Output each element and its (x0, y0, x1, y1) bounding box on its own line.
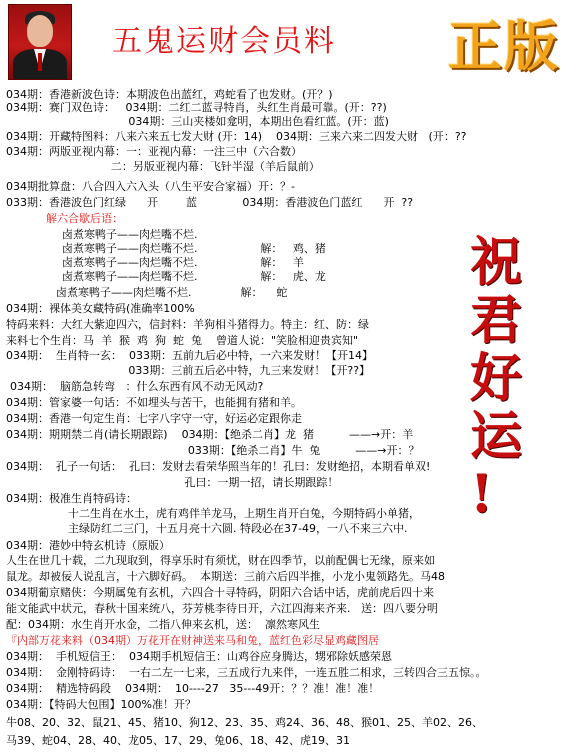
text-line: 033期：香港波色门红绿 开 蓝 034期：香港波色门蓝红 开 ?? (6, 196, 414, 209)
text-line: 034期： 精选特码段 034期： 10----27 35---49开：？？准！准！准！ (6, 682, 380, 695)
text-line: 解六合歇后语： (46, 212, 123, 225)
text-line: 鼠龙。却被佞人说乱言，十六脚好码。 本期送：三前六后四半推，小龙小鬼领路先。马48 (6, 570, 445, 583)
text-line: 034期： 金刚特码诗： 一右二左一七来，三五成行九来伴，一连五胜二相求，三转四合三五惊。。 (6, 666, 487, 679)
text-line: 033期：三前五后必中特，九三来发财！【开??】 (6, 364, 371, 377)
text-line: 配：034期：水生肖开水金，二指八伸来玄机，送： 凛然寒风生 (6, 618, 320, 631)
text-line: 034期： 生肖特一玄： 033期：五前九后必中特，一六来发财！【开14】 (6, 349, 373, 362)
text-line: 033期：【绝杀二肖】牛 兔 ——→开：？ (6, 444, 420, 457)
text-line: 特码来料：大红大紫迎四六，信封料：羊狗相斗猪得力。特主：红、防：绿 (6, 318, 369, 331)
text-line: 034期批算盘：八合四入六入头（八生平安合家福）开：？- (6, 180, 295, 193)
text-line: 034期：赛门双色诗： 034期：二红二蓝寻特肖，头红生肖最可靠。(开：??) (6, 101, 387, 114)
text-line: 二：另版亚视内幕：飞针半湿（羊后鼠前） (6, 160, 320, 173)
text-line: 卤煮寒鸭子——肉烂嘴不烂. 解： 虎、龙 (62, 270, 326, 283)
text-line: 来料七个生肖：马 羊 猴 鸡 狗 蛇 兔 曾道人说："笑脸相迎贵宾知" (6, 334, 359, 347)
text-line: 『内部万花来料（034期）万花开在财神送来马和兔，蓝红色彩尽显鸡藏图居 (6, 634, 379, 647)
text-line: 能文能武中状元，春秋十国来统八，芬芳桃李待日开，六江四海来齐来. 送：四八要分明 (6, 602, 438, 615)
header (0, 0, 577, 82)
blessing-char: 祝 (470, 232, 523, 293)
text-line: 卤煮寒鸭子——肉烂嘴不烂. 解： 鸡、猪 (62, 242, 326, 255)
text-line: 034期：管家婆一句话：不如埋头与苦干，也能拥有猪和羊。 (6, 396, 302, 409)
blessing-char: ! (470, 464, 493, 525)
text-line: 034期：【特码大包围】100%准！开？ (6, 698, 196, 711)
blessing-char: 君 (470, 290, 523, 351)
text-line: 卤煮寒鸭子——肉烂嘴不烂. 解： 羊 (62, 256, 304, 269)
text-line: 034期： 手机短信王： 034期手机短信王：山鸡谷应身腾达，甥邪除妖感荣恩 (6, 650, 392, 663)
text-line: 马39、蛇04、28、40、龙05、17、29、兔06、18、42、虎19、31 (6, 734, 350, 747)
text-line: 034期：极准生肖特码诗： (6, 492, 137, 505)
text-line: 034期：期期禁二肖(请长期跟踪) 034期：【绝杀二肖】龙 猪 ——→开：羊 (6, 428, 414, 441)
text-line: 034期：裸体美女藏特码(准确率100% (6, 302, 195, 315)
text-line: 卤煮寒鸭子——肉烂嘴不烂. (62, 228, 198, 241)
text-line: 034期：开藏特图料：八来六来五七发大财 (开：14) 034期：三来六来二四发大财 (开：?? (6, 130, 467, 143)
blessing-vertical-text (470, 234, 540, 524)
text-line: 孔曰：一期一招，请长期跟踪！ (62, 476, 339, 489)
text-line: 人生在世几十载，二九现取到，得享乐时有须忧，财在四季节，以前配偶七无缘，原来如 (6, 554, 435, 567)
text-line: 034期：三山夹楼如龛明，本期出色看红蓝。(开：蓝) (6, 115, 389, 128)
text-line: 卤煮寒鸭子——肉烂嘴不烂. 解： 蛇 (56, 286, 288, 299)
text-line: 牛08、20、32、鼠21、45、猪10、狗12、23、35、鸡24、36、48、猴01、25、羊02、26、 (6, 716, 483, 729)
text-line: 十二生肖在水土，虎有鸡伴羊龙马，上期生肖开白兔，今期特码小单猪， (68, 507, 420, 520)
blessing-char: 好 (470, 348, 523, 409)
text-line: 034期：两版亚视内幕：一：亚视内幕：一注三中（六合数） (6, 145, 302, 158)
text-line: 034期：港妙中特玄机诗（原版） (6, 539, 170, 552)
portrait-photo (8, 4, 72, 80)
text-line: 034期葡京赌侠：今期属兔有玄机，六四合十寻特码，阴阳六合话中话，虎前虎后四十来 (6, 586, 434, 599)
portrait-tie (38, 53, 42, 71)
blessing-char: 运 (470, 406, 523, 467)
text-line: 034期： 脑筋急转弯 ：什么东西有风不动无风动? (10, 380, 264, 393)
text-line: 034期：香港一句定生肖：七字八字守一守，好运必定跟你走 (6, 412, 302, 425)
text-line: 034期：香港新波色诗：本期波色出蓝红，鸡蛇看了也发财。(开？) (6, 88, 333, 101)
text-line: 主绿防红二三门，十五月亮十六圆. 特段必在37-49，一八不来三六中. (68, 522, 408, 535)
authentic-badge: 正版 (448, 15, 560, 78)
text-line: 034期： 孔子一句话： 孔曰：发财去看荣华照当年的！孔曰：发财绝招，本期看单双! (6, 460, 431, 473)
portrait-face (27, 15, 53, 47)
page-title: 五鬼运财会员料 (112, 24, 336, 59)
